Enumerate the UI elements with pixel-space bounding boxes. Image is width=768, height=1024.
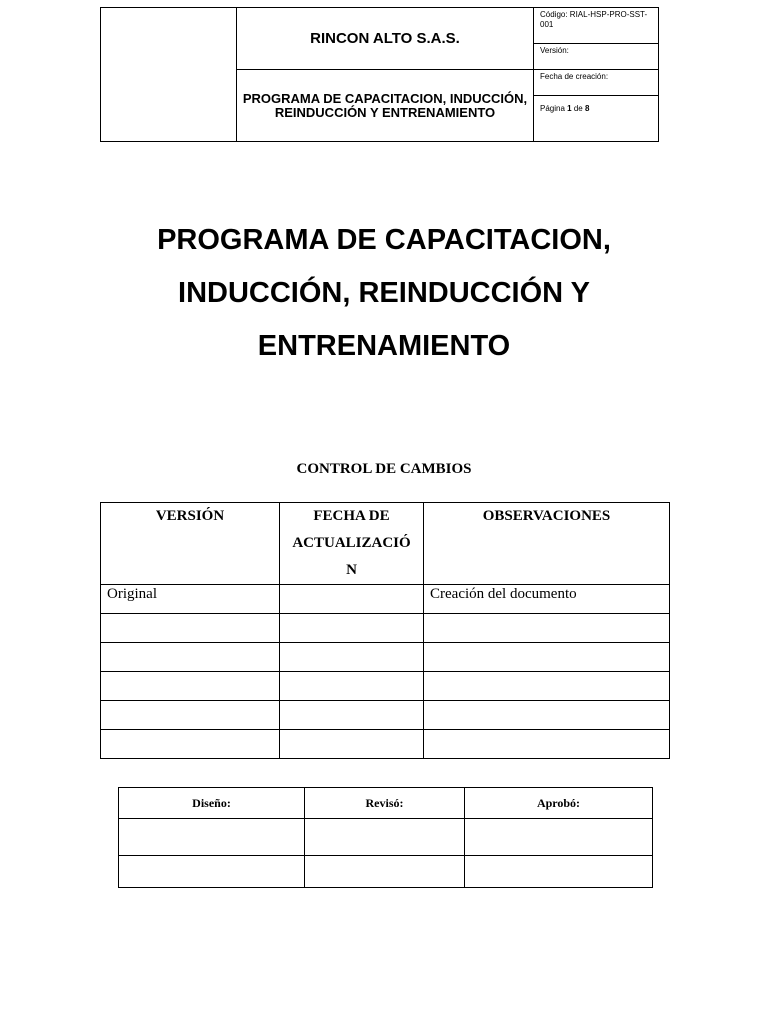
cell-date [280,585,424,614]
table-row [101,672,670,701]
cell-date [280,643,424,672]
column-header-update-date: FECHA DE ACTUALIZACIÓ N [280,503,424,585]
signatures-table [118,787,653,888]
cell-observations [424,730,670,759]
designed-by-name [119,856,305,888]
document-code: Código: RIAL-HSP-PRO-SST-001 [534,8,659,44]
cell-version [101,672,280,701]
cell-version [101,643,280,672]
cell-version [101,701,280,730]
table-row [101,614,670,643]
cell-observations [424,614,670,643]
cell-observations [424,672,670,701]
cell-version [101,614,280,643]
title-line: ENTRENAMIENTO [257,330,511,362]
document-title [60,214,708,373]
program-title: PROGRAMA DE CAPACITACION, INDUCCIÓN, REINDUCCIÓN Y ENTRENAMIENTO [237,70,534,142]
approved-by-name [465,856,653,888]
title-line: INDUCCIÓN, REINDUCCIÓN Y [178,277,590,309]
cell-observations [424,643,670,672]
approved-by-header: Aprobó: [465,788,653,819]
changes-table [100,502,670,759]
cell-version [101,730,280,759]
approved-by-signature [465,819,653,856]
logo-placeholder [101,8,237,142]
column-header-observations: OBSERVACIONES [424,503,670,585]
table-row [101,585,670,614]
changes-heading: CONTROL DE CAMBIOS [296,461,472,477]
cell-observations: Creación del documento [424,585,670,614]
document-header [100,7,659,142]
title-line: PROGRAMA DE CAPACITACION, [157,224,611,256]
designed-by-header: Diseño: [119,788,305,819]
cell-version: Original [101,585,280,614]
table-row [101,701,670,730]
designed-by-signature [119,819,305,856]
cell-date [280,672,424,701]
page-number: Página 1 de 8 [534,96,659,142]
column-header-version: VERSIÓN [101,503,280,585]
reviewed-by-name [305,856,465,888]
creation-date: Fecha de creación: [534,70,659,96]
table-row [101,643,670,672]
cell-observations [424,701,670,730]
cell-date [280,730,424,759]
cell-date [280,701,424,730]
reviewed-by-signature [305,819,465,856]
reviewed-by-header: Revisó: [305,788,465,819]
document-version: Versión: [534,44,659,70]
table-row [101,730,670,759]
cell-date [280,614,424,643]
company-name: RINCON ALTO S.A.S. [237,8,534,70]
